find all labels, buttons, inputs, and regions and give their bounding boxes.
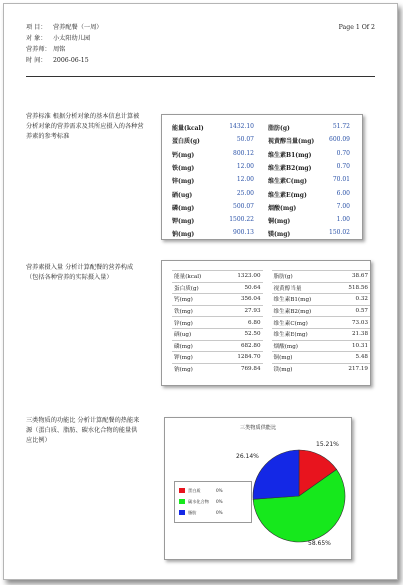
nutrient-label: 磷(mg) [172, 204, 195, 212]
legend-value: 0% [216, 499, 223, 504]
intake-row [172, 271, 370, 283]
pie-slice-2 [253, 450, 299, 499]
pie-label-2: 26.14% [236, 453, 259, 460]
intake-value: 38.67 [335, 271, 370, 283]
nutrition-standard-table [161, 114, 363, 240]
nutrient-value: 1432.10 [229, 123, 254, 130]
intake-label: 镁(mg) [272, 363, 336, 374]
column-gap [263, 328, 272, 340]
intake-label: 能量(kcal) [172, 271, 231, 283]
column-gap [263, 294, 272, 306]
intake-row [172, 317, 370, 329]
nutrient-value: 70.01 [332, 176, 350, 184]
nutrient-label: 脂肪(g) [268, 125, 290, 132]
nutrient-label: 维生素C(mg) [268, 178, 307, 186]
nutrient-label: 锌(mg) [172, 178, 195, 186]
intake-label: 铜(mg) [272, 352, 336, 364]
nutrient-value: 51.72 [332, 123, 350, 130]
intake-value: 518.56 [335, 282, 370, 294]
nutrient-label: 钙(mg) [172, 151, 195, 159]
header-subject: 对 象： 小太阳幼儿园 [26, 35, 91, 42]
nutrient-value: 150.02 [329, 229, 350, 237]
intake-row [172, 352, 370, 364]
legend-swatch [179, 510, 185, 515]
intake-value: 356.04 [231, 294, 263, 306]
intake-value: 682.80 [231, 340, 263, 352]
intake-label: 钙(mg) [172, 294, 231, 306]
column-gap [263, 363, 272, 374]
intake-label: 锌(mg) [172, 317, 231, 329]
pie-label-1: 58.65% [308, 540, 331, 547]
nutrient-value: 1500.22 [229, 216, 254, 224]
page-number: Page 1 Of 2 [338, 24, 375, 31]
pie-label-0: 15.21% [316, 441, 339, 448]
intake-row [172, 328, 370, 340]
intake-label: 维生素B2(mg) [272, 305, 336, 317]
header-dietitian: 营养师： 周铭 [26, 46, 66, 53]
nutrient-value: 1.00 [336, 216, 350, 224]
chart-title: 三类物质供能比 [239, 425, 277, 431]
nutrient-value: 600.09 [329, 136, 350, 144]
section2-description: 营养素摄入量 分析计算配餐的营养构成（包括各种营养的实际摄入量） [26, 264, 134, 281]
intake-row [172, 305, 370, 317]
nutrient-value: 0.70 [336, 149, 350, 157]
intake-label: 钠(mg) [172, 363, 231, 374]
nutrient-label: 镁(mg) [268, 231, 291, 239]
intake-label: 烟酸(mg) [272, 340, 336, 352]
standard-row [162, 163, 362, 176]
legend-label: 蛋白质 [188, 488, 201, 493]
intake-value: 73.03 [335, 317, 370, 329]
column-gap [263, 305, 272, 317]
intake-label: 维生素C(mg) [272, 317, 336, 329]
intake-label: 磷(mg) [172, 340, 231, 352]
intake-label: 铁(mg) [172, 305, 231, 317]
standard-row [162, 150, 362, 163]
standard-row [162, 203, 362, 216]
header-date: 时 间： 2006-06-15 [26, 57, 89, 64]
nutrient-value: 900.13 [233, 229, 254, 237]
intake-value: 5.48 [335, 352, 370, 364]
column-gap [263, 271, 272, 283]
intake-row [172, 282, 370, 294]
intake-row [172, 340, 370, 352]
intake-label: 维生素B1(mg) [272, 294, 336, 306]
section1-description: 营养标准 根据分析对象的基本信息计算被分析对象的营养需求及其所应摄入的各种营养素的参考标准 [26, 113, 144, 140]
legend-label: 脂肪 [188, 510, 197, 515]
standard-row [162, 216, 362, 229]
report-page [3, 3, 398, 580]
intake-value: 217.19 [335, 363, 370, 374]
legend-swatch [179, 499, 185, 504]
intake-value: 27.93 [231, 305, 263, 317]
intake-label: 维生素E(mg) [272, 328, 336, 340]
nutrient-label: 维生素B1(mg) [268, 151, 312, 159]
nutrient-label: 烟酸(mg) [268, 204, 297, 212]
nutrient-value: 50.07 [236, 136, 254, 144]
intake-value: 52.50 [231, 328, 263, 340]
column-gap [263, 317, 272, 329]
intake-value: 769.84 [231, 363, 263, 374]
intake-value: 21.38 [335, 328, 370, 340]
nutrient-intake-table [161, 260, 371, 386]
intake-grid [172, 270, 370, 374]
intake-value: 1284.70 [231, 352, 263, 364]
nutrient-label: 铜(mg) [268, 218, 291, 226]
nutrient-label: 钾(mg) [172, 218, 195, 226]
column-gap [263, 282, 272, 294]
nutrient-label: 蛋白质(g) [172, 138, 200, 146]
nutrient-value: 6.00 [336, 189, 350, 197]
standard-row [162, 190, 362, 203]
nutrient-value: 500.07 [233, 202, 254, 210]
standard-row [162, 176, 362, 189]
intake-value: 50.64 [231, 282, 263, 294]
nutrient-label: 硒(ug) [172, 191, 193, 199]
intake-label: 钾(mg) [172, 352, 231, 364]
header-divider [26, 76, 375, 77]
nutrient-label: 视黄醇当量(mg) [268, 138, 315, 146]
nutrient-label: 维生素B2(mg) [268, 164, 312, 172]
nutrient-label: 能量(kcal) [172, 125, 204, 132]
nutrient-value: 7.00 [336, 202, 350, 210]
intake-row [172, 363, 370, 374]
column-gap [263, 340, 272, 352]
nutrient-value: 12.00 [236, 176, 254, 184]
standard-row [162, 229, 362, 242]
section3-description: 三类物质的功能比 分析计算配餐的热能来源（蛋白质、脂肪、碳水化合物的能量供应比例） [26, 417, 140, 444]
intake-value: 0.57 [335, 305, 370, 317]
intake-value: 10.31 [335, 340, 370, 352]
intake-label: 硒(ug) [172, 328, 231, 340]
intake-label: 脂肪(g) [272, 271, 336, 283]
intake-value: 1323.00 [231, 271, 263, 283]
chart-legend [174, 481, 252, 523]
legend-value: 0% [216, 488, 223, 493]
nutrient-value: 12.00 [236, 162, 254, 170]
nutrient-label: 铁(mg) [172, 164, 195, 172]
intake-label: 蛋白质(g) [172, 282, 231, 294]
intake-row [172, 294, 370, 306]
legend-label: 碳水化合物 [188, 499, 209, 504]
nutrient-value: 0.70 [336, 162, 350, 170]
intake-value: 0.32 [335, 294, 370, 306]
nutrient-label: 维生素E(mg) [268, 191, 307, 199]
standard-row [162, 136, 362, 149]
column-gap [263, 352, 272, 364]
legend-swatch [179, 488, 185, 493]
energy-ratio-chart [164, 417, 352, 560]
header-project: 项 目： 营养配餐（一周） [26, 24, 103, 31]
legend-value: 0% [216, 510, 223, 515]
intake-label: 视黄醇当量 [272, 282, 336, 294]
nutrient-value: 25.00 [236, 189, 254, 197]
nutrient-label: 钠(mg) [172, 231, 195, 239]
intake-value: 6.80 [231, 317, 263, 329]
nutrient-value: 800.12 [233, 149, 254, 157]
standard-row [162, 123, 362, 136]
